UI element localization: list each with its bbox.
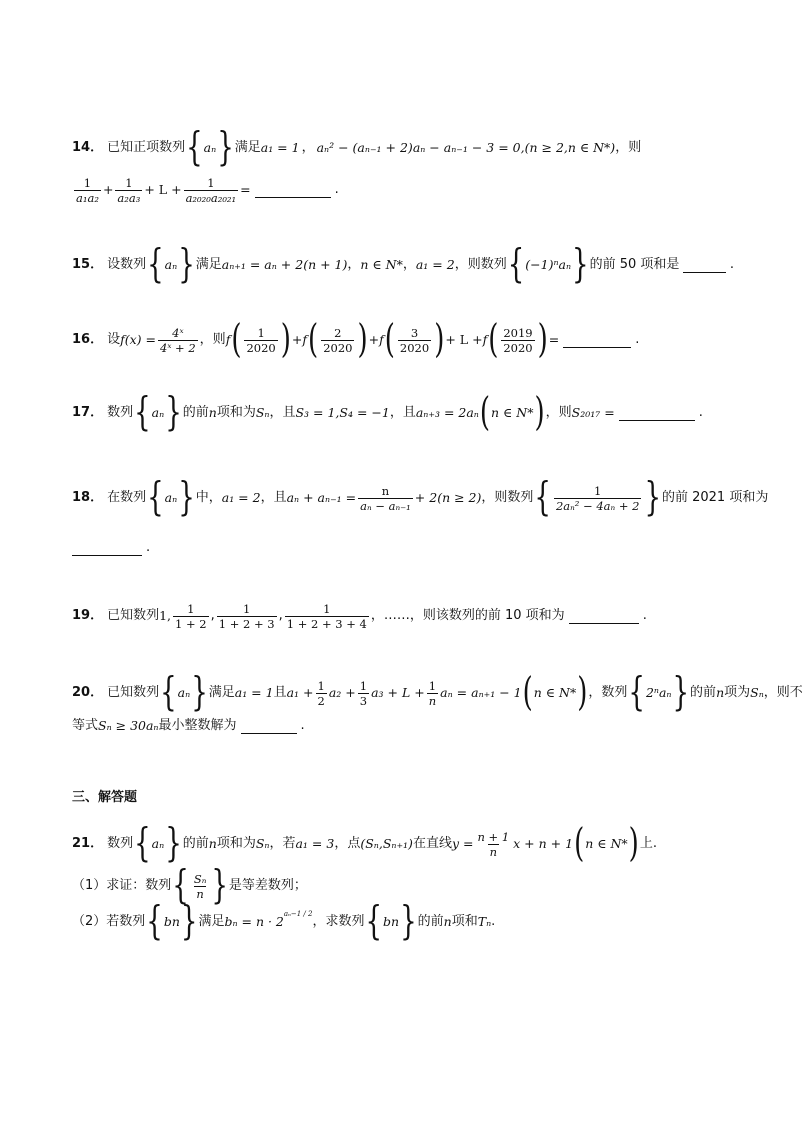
answer-blank[interactable] <box>563 333 631 348</box>
problem-21-part1: （1）求证：数列 { $\frac{\text{Sₙ}}{n}$ } 是等差数列； <box>72 863 307 909</box>
text: 在数列 <box>107 490 147 505</box>
problem-21: 21． 数列 { aₙ } 的前 n 项和为 Sₙ ，若 a₁ = 3 ，点 (Sₙ,Sₙ₊₁) 在直线 y = $\frac{n + 1}{n}$ x + n + 1 ( n ∈ N* ) 上. <box>72 821 657 867</box>
text: 项和 <box>451 914 478 929</box>
problem-number: 21． <box>72 836 104 851</box>
math: f(x) = <box>120 332 156 347</box>
fraction: $\frac{1}{\text{a₁a₂}}$ <box>76 175 99 205</box>
text: ，则 <box>199 332 226 347</box>
math: a₁ = 1 <box>260 140 300 155</box>
answer-blank[interactable] <box>619 406 695 421</box>
text: 设 <box>107 332 121 347</box>
math: S₃ = 1,S₄ = −1 <box>295 405 390 420</box>
problem-number: 17． <box>72 405 104 420</box>
text: 满足 <box>198 914 225 929</box>
text: 的前 <box>182 836 209 851</box>
text: 中， <box>195 490 222 505</box>
text: 项为 <box>724 685 751 700</box>
problem-14-line1: 14． 已知正项数列 { aₙ } 满足 a₁ = 1 ， aₙ² − (aₙ₋₁ + 2)aₙ − aₙ₋₁ − 3 = 0,(n ≥ 2,n ∈ N*) ，则 <box>72 125 642 171</box>
text: ，求数列 <box>312 914 365 929</box>
text: （1）求证：数列 <box>72 878 172 893</box>
text: ，且 <box>260 490 287 505</box>
problem-19: 19． 已知数列 1, $\frac{1}{1 + 2}$ , $\frac{1}{1 + 2 + 3}$ , $\frac{1}{1 + 2 + 3 + 4}$ ，……，则该数列的前 10 项和为 . <box>72 601 647 631</box>
text: 满足 <box>208 685 235 700</box>
text: 项和为 <box>216 405 256 420</box>
text: 设数列 <box>107 257 147 272</box>
problem-15: 15． 设数列 { aₙ } 满足 aₙ₊₁ = aₙ + 2(n + 1) ， n ∈ N* ， a₁ = 2 ，则数列 { (−1)ⁿaₙ } 的前 50 项和是 . <box>72 242 734 288</box>
problem-number: 20． <box>72 685 104 700</box>
math: aₙ + aₙ₋₁ = <box>286 490 357 505</box>
text: ，则 <box>545 405 572 420</box>
math: aₙ <box>164 257 178 272</box>
math: + L + <box>144 182 182 197</box>
problem-17: 17． 数列 { aₙ } 的前 n 项和为 Sₙ ，且 S₃ = 1,S₄ = −1 ，且 aₙ₊₃ = 2aₙ ( n ∈ N* ) ，则 S₂₀₁₇ = . <box>72 390 703 436</box>
text: 的前 <box>690 685 717 700</box>
text: 项和为 <box>216 836 256 851</box>
math: aₙ <box>203 140 217 155</box>
text: 的前 2021 项和为 <box>661 490 769 505</box>
fraction: $\frac{1}{\text{a₂a₃}}$ <box>117 175 141 205</box>
text: 已知数列 <box>107 685 160 700</box>
fraction: $\frac{1}{\text{a₂₀₂₀a₂₀₂₁}}$ <box>185 175 237 205</box>
math: n ∈ N* <box>360 257 403 272</box>
text: 已知数列 <box>107 608 160 623</box>
text: 的前 <box>182 405 209 420</box>
math: aₙ₊₁ = aₙ + 2(n + 1) <box>221 257 348 272</box>
text: ，若 <box>269 836 296 851</box>
problem-14-line2: $\frac{1}{\text{a₁a₂}}$ + $\frac{1}{\text{a₂a₃}}$ + L + $\frac{1}{\text{a₂₀₂₀a₂₀₂₁}}$ = . <box>76 175 339 205</box>
brace-right: } <box>217 125 234 171</box>
problem-21-part2: （2）若数列 { bn } 满足 bₙ = n · 2 $^{a_n-1 / 2}$ ，求数列 { bn } 的前 n 项和 Tₙ . <box>72 899 496 945</box>
math: a₁ = 2 <box>415 257 455 272</box>
text: 满足 <box>234 140 261 155</box>
problem-number: 19． <box>72 608 104 623</box>
text: 等式 <box>72 718 99 733</box>
text: 数列 <box>107 405 134 420</box>
math: S₂₀₁₇ = <box>571 405 615 420</box>
answer-blank[interactable] <box>683 258 725 273</box>
math: = <box>240 182 251 197</box>
fraction: $\frac{n}{\text{aₙ − aₙ₋₁}}$ <box>360 483 411 513</box>
text: 数列 <box>107 836 134 851</box>
text: 上. <box>639 836 657 851</box>
math: Sₙ ≥ 30aₙ <box>98 718 159 733</box>
problem-number: 14． <box>72 140 104 155</box>
answer-blank[interactable] <box>241 719 297 734</box>
problem-18-line2: . <box>72 538 734 558</box>
text: ，且 <box>269 405 296 420</box>
problem-number: 15． <box>72 257 104 272</box>
problem-20-line1: 20． 已知数列 { aₙ } 满足 a₁ = 1 且 a₁ + $\frac{1}{2}$ a₂ + $\frac{1}{3}$ a₃ + L + $\frac{1}{n}$ aₙ = aₙ₊₁ − 1 ( n ∈ N* ) ，数列 { 2ⁿaₙ } 的前 n 项为 Sₙ ，则不 <box>72 670 803 716</box>
text: ，点 <box>334 836 361 851</box>
problem-number: 16． <box>72 332 104 347</box>
math: aₙ₊₃ = 2aₙ <box>415 405 479 420</box>
text: 已知正项数列 <box>107 140 186 155</box>
text: ，……，则该数列的前 10 项和为 <box>370 608 565 623</box>
answer-blank[interactable] <box>255 183 331 198</box>
answer-blank[interactable] <box>72 541 142 556</box>
math: + 2(n ≥ 2) <box>414 490 482 505</box>
math: aₙ² − (aₙ₋₁ + 2)aₙ − aₙ₋₁ − 3 = 0,(n ≥ 2,n ∈ N*) <box>316 140 616 155</box>
text: 且 <box>273 685 287 700</box>
brace-left: { <box>186 125 203 171</box>
problem-20-line2: 等式 Sₙ ≥ 30aₙ 最小整数解为 . <box>72 716 734 736</box>
text: 的前 <box>417 914 444 929</box>
problem-number: 18． <box>72 490 104 505</box>
text: ，且 <box>389 405 416 420</box>
text: ，则 <box>615 140 642 155</box>
text: 满足 <box>195 257 222 272</box>
text: 是等差数列； <box>228 878 307 893</box>
math: a₁ = 2 <box>221 490 261 505</box>
fraction: $\frac{\text{4ˣ}}{\text{4ˣ + 2}}$ <box>160 325 196 355</box>
text: （2）若数列 <box>72 914 146 929</box>
text: ，则数列 <box>454 257 507 272</box>
answer-blank[interactable] <box>569 609 639 624</box>
text: ，则数列 <box>481 490 534 505</box>
text: ，数列 <box>588 685 628 700</box>
text: ，则不 <box>763 685 803 700</box>
text: 的前 50 项和是 <box>589 257 680 272</box>
problem-16: 16． 设 f(x) = $\frac{\text{4ˣ}}{\text{4ˣ + 2}}$ ，则 f ( $\frac{1}{2020}$ ) + f ( $\frac{2}{2020}$ ) + f ( $\frac{3}{2020}$ ) + L + f ( $\frac{2019}{2020}$ ) = . <box>72 317 640 363</box>
section-heading: 三、解答题 <box>72 790 138 805</box>
text: 在直线 <box>412 836 452 851</box>
problem-18-line1: 18． 在数列 { aₙ } 中， a₁ = 2 ，且 aₙ + aₙ₋₁ = $\frac{n}{\text{aₙ − aₙ₋₁}}$ + 2(n ≥ 2) ，则数列 { $\frac{1}{\text{2aₙ² − 4aₙ + 2}}$ } 的前 2021 项和为 <box>72 475 769 521</box>
text: 最小整数解为 <box>158 718 237 733</box>
math: (−1)ⁿaₙ <box>525 257 572 272</box>
